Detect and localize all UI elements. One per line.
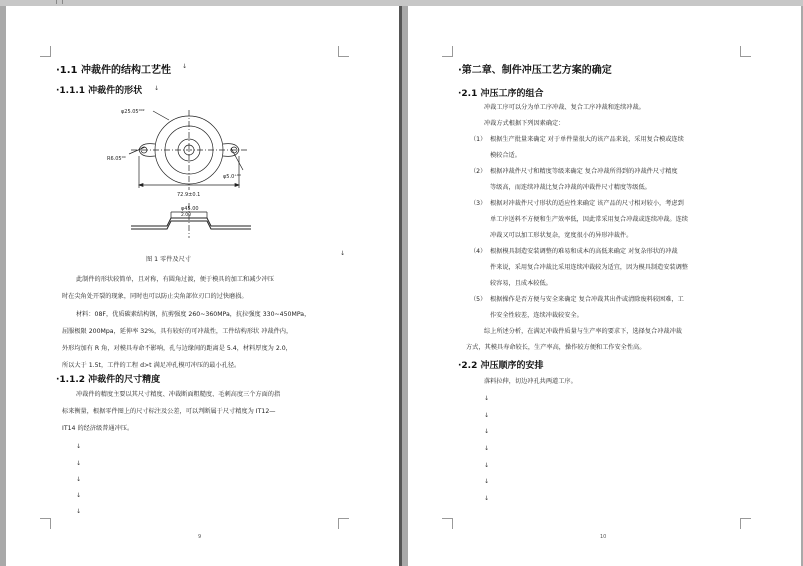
item-5-line-2: 作安全性较差，连续冲裁较安全。	[490, 312, 583, 319]
crop-mark	[338, 46, 349, 57]
dim-bottom: 72.9±0.1	[177, 192, 201, 198]
crop-mark	[442, 518, 453, 529]
intro-line-2: 冲裁方式根据下列因素确定：	[484, 120, 565, 127]
item-4-line-3: 较容易，且成本较低。	[490, 280, 552, 287]
crop-mark	[740, 46, 751, 57]
page-separator	[399, 6, 402, 566]
item-1-number: （1）	[470, 136, 487, 143]
paragraph-1-line-2: 时在尖角处开裂的现象，同时也可以防止尖角部位刃口的过快磨损。	[62, 293, 248, 300]
crop-mark	[40, 46, 51, 57]
item-1-line-2: 模较合适。	[490, 152, 521, 159]
crop-mark	[740, 518, 751, 529]
page-number: 10	[600, 534, 607, 540]
intro-line-1: 冲裁工序可以分为单工序冲裁、复合工序冲裁和连续冲裁。	[484, 104, 645, 111]
item-4-number: （4）	[470, 248, 487, 255]
item-5-number: （5）	[470, 296, 487, 303]
item-3-line-1: 根据对冲裁件尺寸形状的适应性来确定 该产品的尺寸相对较小，考虑到	[490, 200, 684, 207]
dim-right: φ5.0⁺⁰⁰	[223, 174, 241, 180]
paragraph-2-line-4: 所以大于 1.5t，工件的工程 d>t 满足冲孔模可冲压的最小孔径。	[62, 362, 241, 369]
paragraph-mark: ↓	[76, 492, 82, 499]
item-3-line-3: 冲裁又可以加工形状复杂，宽度很小的异形冲裁件。	[490, 232, 633, 239]
item-1-line-1: 根据生产批量来确定 对于单件量很大的该产品来说，采用复合模或连续	[490, 136, 684, 143]
chapter-heading: ·第二章、制件冲压工艺方案的确定	[458, 65, 612, 76]
paragraph-mark: ↓	[484, 495, 490, 502]
paragraph-mark: ↓	[154, 85, 160, 92]
item-5-line-1: 根据操作是否方便与安全来确定 复合冲裁其出件或清除废料较困难，工	[490, 296, 684, 303]
conclusion-line-1: 综上所述分析，在满足冲裁件质量与生产率的要求下，选择复合冲裁冲裁	[484, 328, 682, 335]
paragraph-3-line-2: 标来衡量，根据零件图上的尺寸标注及公差，可以判断属于尺寸精度为 IT12—	[62, 408, 276, 415]
paragraph-1-line-1: 此制件的形状较简单，且对称，有圆角过渡，便于模具的加工和减少冲压	[76, 276, 274, 283]
part-drawing-figure	[107, 108, 261, 250]
paragraph-2-line-3: 外形均加有 R 角，对模具寿命不影响，孔与边缘间的距离是 5.4，材料厚度为 2.0，	[62, 345, 292, 352]
crop-mark	[338, 518, 349, 529]
heading-2-2: ·2.2 冲压顺序的安排	[458, 361, 544, 371]
item-2-line-2: 等级高，而连续冲裁比复合冲裁的冲裁件尺寸精度等级低。	[490, 184, 651, 191]
item-2-line-1: 根据冲裁件尺寸和精度等级来确定 复合冲裁所得到的冲裁件尺寸精度	[490, 168, 678, 175]
ruler-tick	[56, 0, 57, 4]
paragraph-mark: ↓	[76, 508, 82, 515]
paragraph-mark: ↓	[182, 63, 188, 70]
conclusion-line-2: 方式，其模具寿命较长，生产率高，操作较方便和工作安全性高。	[466, 344, 646, 351]
dim-top-left: φ25.05⁰⁰²	[121, 109, 145, 115]
paragraph-mark: ↓	[484, 412, 490, 419]
heading-1-1-1: ·1.1.1 冲裁件的形状	[56, 86, 143, 96]
heading-2-1: ·2.1 冲压工序的组合	[458, 89, 544, 99]
paragraph-mark: ↓	[484, 462, 490, 469]
page-number: 9	[198, 534, 202, 540]
crop-mark	[40, 518, 51, 529]
figure-caption: 图 1 零件及尺寸	[146, 256, 191, 263]
item-3-number: （3）	[470, 200, 487, 207]
dim-section-mid: 2.00	[181, 213, 192, 218]
paragraph-mark: ↓	[76, 443, 82, 450]
paragraph-mark: ↓	[484, 478, 490, 485]
document-page-right[interactable]	[408, 6, 801, 566]
paragraph-mark: ↓	[484, 395, 490, 402]
dim-left: R6.05⁰⁰	[107, 156, 126, 162]
paragraph-3-line-3: IT14 的经济级普通冲压。	[62, 425, 134, 432]
ruler-tick	[62, 0, 63, 4]
paragraph-2-line-1: 材料：08F，优质碳素结构钢，抗剪强度 260~360MPa，抗拉强度 330~450MPa，	[76, 311, 311, 318]
sequence-paragraph: 落料拉伸，切边冲孔共两道工序。	[484, 378, 577, 385]
paragraph-3-line-1: 冲裁件的精度主要以其尺寸精度、冲裁断面粗糙度、毛刺高度三个方面的指	[76, 391, 281, 398]
document-page-left[interactable]	[6, 6, 399, 566]
paragraph-mark: ↓	[76, 460, 82, 467]
paragraph-2-line-2: 屈服极限 200Mpa，延伸率 32%，具有较好的可冲裁性，工件结构形状 冲裁件内，	[62, 328, 293, 335]
item-4-line-1: 根据模具制造安装调整的难易和成本的高低来确定 对复杂形状的冲裁	[490, 248, 678, 255]
paragraph-mark: ↓	[340, 250, 346, 257]
item-2-number: （2）	[470, 168, 487, 175]
paragraph-mark: ↓	[484, 445, 490, 452]
item-4-line-2: 件来说，采用复合冲裁比采用连续冲裁较为适宜，因为模具制造安装调整	[490, 264, 688, 271]
heading-1-1-2: ·1.1.2 冲裁件的尺寸精度	[56, 375, 161, 385]
heading-1-1: ·1.1 冲裁件的结构工艺性	[56, 65, 171, 76]
paragraph-mark: ↓	[484, 428, 490, 435]
paragraph-mark: ↓	[76, 476, 82, 483]
crop-mark	[442, 46, 453, 57]
item-3-line-2: 单工序送料不方便和生产效率低，因此常采用复合冲裁或连续冲裁。连续	[490, 216, 688, 223]
dim-section-top: φ45.00	[181, 206, 199, 212]
